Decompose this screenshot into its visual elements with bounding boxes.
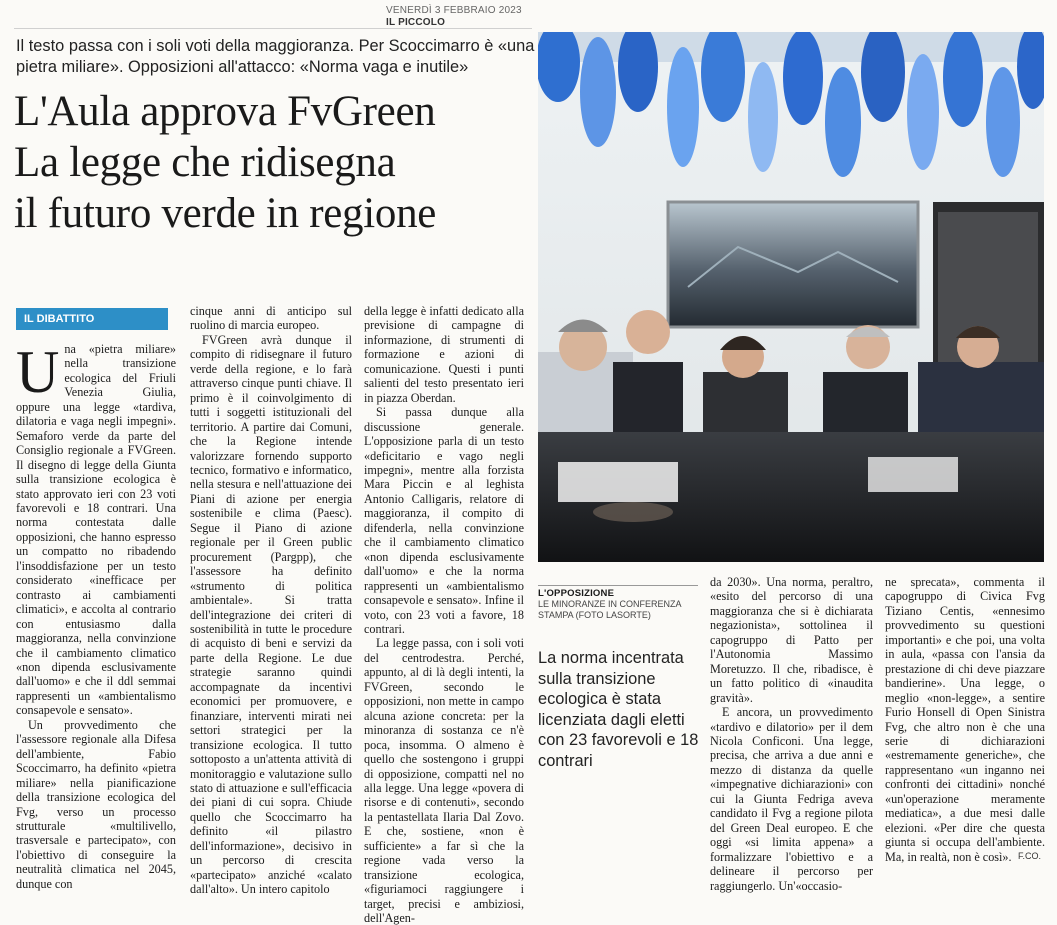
- headline-line-3: il futuro verde in regione: [14, 190, 437, 237]
- author-signature: F.CO.: [1018, 851, 1042, 861]
- headline-line-1: L'Aula approva FvGreen: [14, 88, 436, 135]
- paragraph-3: FVGreen avrà dunque il compito di ridisegnare il futuro verde della regione, e lo farà attraverso cinque punti chiave. Il primo è il coinvolgimento di tutti i soggetti istituzionali del territorio. A partire dai Comuni, che la Regione intende valorizzare fornendo supporto tecnico, formativo e informatico, nella stesura e nell'attuazione dei Piani di azione per energia sostenibile e clima (Paesc). Segue il Piano di azione regionale per il Green public procurement (Pargpp), che l'assessore ha definito «strumento di politica ambientale». Si tratta dell'integrazione dei criteri di sostenibilità in tutte le procedure di acquisto di beni e servizi da parte della Regione. Le due strategie saranno quindi accompagnate da incentivi economici per promuovere, e finanziare, interventi mirati nei settori strategici per la transizione ecologica. Il tutto sottoposto a un'attenta attività di monitoraggio e valutazione sullo stato di attuazione e sull'efficacia dei piani di cui sopra. Chiude quello che Scoccimarro ha definito «il pilastro dell'informazione», decisivo in un percorso di crescita «partecipato» anziché «calato dall'alto». Un intero capitolo: [190, 332, 352, 897]
- lead-paragraph: [16, 339, 176, 718]
- kicker: Il testo passa con i soli voti della maggioranza. Per Scoccimarro è «una pietra miliare». Opposizioni all'attacco: «Norma vaga e inutile»: [16, 37, 535, 76]
- paragraph-5: La legge passa, con i soli voti del centrodestra. Perché, appunto, al di là degli intenti, la FVGreen, secondo le opposizioni, non mette in campo alcuna azione concreta: per la minoranza di sostanza ce n'è poca, insomma. O almeno è quello che sostengono i gruppi di opposizione, compatti nel no alla legge. Una legge «povera di risorse e di contenuti», secondo la pentastellata Ilaria Dal Zovo. E che, sostiene, «non è sufficiente» a far sì che la regione vada verso la transizione ecologica, «figuriamoci raggiungere i target, precisi e ambiziosi, dell'Agen-: [364, 636, 524, 925]
- paragraph-2: Un provvedimento che l'assessore regionale alla Difesa dell'ambiente, Fabio Scoccimarro, ha definito «pietra miliare» nella pianificazione della transizione ecologica del Fvg, verso un processo strutturale «multilivello, trasversale e partecipato», con l'obiettivo di conseguire la neutralità climatica nel 2045, dunque con: [16, 717, 176, 891]
- paragraph-6: E ancora, un provvedimento «tardivo e dilatorio» per il dem Nicola Conficoni. Una legge, precisa, che arriva a due anni e mezzo di distanza da quelle «impegnative dichiarazioni» con cui la Giunta Fedriga aveva candidato il Fvg a regione pilota del Green Deal europeo. E che oggi «si limita appena» a formalizzare l'obiettivo e a delineare il percorso per raggiungerlo. Un'«occasio-: [710, 705, 873, 893]
- caption-title: L'OPPOSIZIONE: [538, 585, 698, 599]
- publication-name: IL PICCOLO: [386, 17, 446, 28]
- photo-caption: [538, 585, 698, 621]
- article-column-4: [710, 575, 873, 893]
- pull-quote: La norma incentrata sulla transizione ecologica è stata licenziata dagli eletti con 23 favorevoli e 18 contrari: [538, 649, 699, 770]
- paragraph-6-continued: ne sprecata», commenta il capogruppo di Civica Fvg Tiziano Centis, «ennesimo provvedimento su questioni importanti» e che poi, una volta in aula, «passa con l'ansia da prestazione di chi deve piazzare bandierine». Una legge, o meglio «non-legge», a sentire Furio Honsell di Open Sinistra Fvg, che altro non è che una serie di dichiarazioni «estremamente generiche», che rappresentano «un inganno nei confronti dei cittadini» nonché «un'operazione meramente mediatica», a due mesi dalle elezioni. «Per dire che questa giunta si occupa dell'ambiente. Ma, in realtà, non è così».: [885, 575, 1045, 864]
- headline: [14, 86, 539, 239]
- masthead: [386, 5, 522, 29]
- lead-text: na «pietra miliare» nella transizione ecologica del Friuli Venezia Giulia, oppure una legge «tardiva, dilatoria e vaga negli impegni». Semaforo verde da parte del Consiglio regionale a FVGreen. Il disegno di legge della Giunta sulla transizione ecologica è stato approvato ieri con 23 voti favorevoli e 18 contrari. Una norma contestata dalle opposizioni, che hanno espresso un compatto no ribadendo l'insoddisfazione per un testo considerato «inefficace per contrasto ai cambiamenti climatici», e accolta al contrario con entusiasmo dalla maggioranza, nella convinzione che il cambiamento climatico «non dipenda esclusivamente dall'uomo» e che il ddl semmai rappresenti un «ambientalismo consapevole e sensato».: [16, 342, 176, 718]
- article-column-1: [16, 339, 176, 891]
- headline-line-2: La legge che ridisegna: [14, 139, 396, 186]
- paragraph-4: Si passa dunque alla discussione generale. L'opposizione parla di un testo «deficitario e vago negli impegni», mentre alla forzista Mara Piccin e al leghista Antonio Calligaris, relatore di maggioranza, il compito di difenderla, nella convinzione che il cambiamento climatico «non dipenda esclusivamente dall'uomo» e che la norma rappresenti un «ambientalismo consapevole e sensato». Infine il voto, con 23 voti a favore, 18 contrari.: [364, 405, 524, 636]
- conference-photo: [538, 32, 1044, 562]
- article-column-5: [885, 575, 1045, 864]
- painting: [668, 202, 918, 327]
- article-column-3: [364, 304, 524, 925]
- paragraph-3-continued: della legge è infatti dedicato alla previsione di campagne di informazione, di strumenti di formazione e azioni di comunicazione. Questi i punti salienti del testo presentato ieri in piazza Oberdan.: [364, 304, 524, 405]
- paragraph-2-continued: cinque anni di anticipo sul ruolino di marcia europeo.: [190, 304, 352, 333]
- top-rule: [14, 28, 532, 29]
- article-column-2: [190, 304, 352, 897]
- section-label: IL DIBATTITO: [16, 308, 168, 330]
- drop-cap: U: [16, 339, 60, 405]
- photo-illustration: [538, 32, 1044, 562]
- caption-text: LE MINORANZE IN CONFERENZA STAMPA (FOTO LASORTE): [538, 599, 682, 620]
- issue-date: VENERDÌ 3 FEBBRAIO 2023: [386, 5, 522, 16]
- paragraph-5-continued: da 2030». Una norma, peraltro, «esito del percorso di una maggioranza che si è dichiarata negazionista», sottolinea il capogruppo di Patto per l'Autonomia Massimo Moretuzzo. Il che, ribadisce, è un fatto politico di «inaudita gravità».: [710, 575, 873, 705]
